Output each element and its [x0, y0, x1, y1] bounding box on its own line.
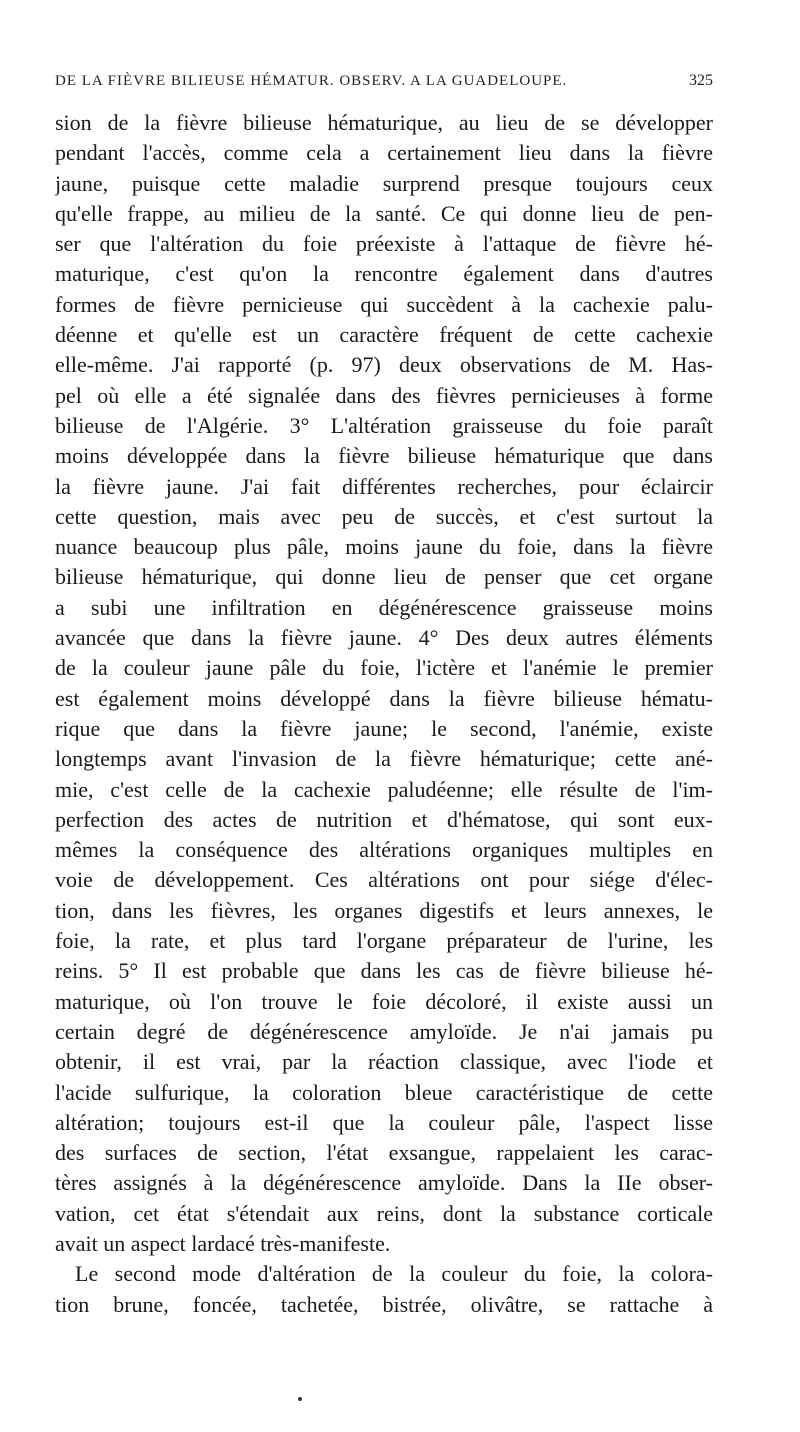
text-line: des surfaces de section, l'état exsangue, rappelaient les carac-: [55, 1140, 713, 1166]
text-line: obtenir, il est vrai, par la réaction classique, avec l'iode et: [55, 1049, 713, 1075]
text-line: mêmes la conséquence des altérations organiques multiples en: [55, 837, 713, 863]
text-line: vation, cet état s'étendait aux reins, dont la substance corticale: [55, 1200, 713, 1226]
text-line: longtemps avant l'invasion de la fièvre hématurique; cette ané-: [55, 746, 713, 772]
text-line: nuance beaucoup plus pâle, moins jaune du foie, dans la fièvre: [55, 534, 713, 560]
text-line: altération; toujours est-il que la couleur pâle, l'aspect lisse: [55, 1109, 713, 1135]
text-line: pel où elle a été signalée dans des fièvres pernicieuses à forme: [55, 382, 713, 408]
page-number: 325: [689, 72, 713, 89]
body-text: [55, 108, 713, 1320]
running-head-title: DE LA FIÈVRE BILIEUSE HÉMATUR. OBSERV. A LA GUADELOUPE.: [55, 73, 568, 89]
text-line: bilieuse de l'Algérie. 3° L'altération graisseuse du foie paraît: [55, 412, 713, 438]
text-line: perfection des actes de nutrition et d'hématose, qui sont eux-: [55, 806, 713, 832]
text-line: de la couleur jaune pâle du foie, l'ictère et l'anémie le premier: [55, 655, 713, 681]
text-line: maturique, c'est qu'on la rencontre également dans d'autres: [55, 261, 713, 287]
text-line: tion brune, foncée, tachetée, bistrée, olivâtre, se rattache à: [55, 1291, 713, 1317]
text-line: avancée que dans la fièvre jaune. 4° Des deux autres éléments: [55, 625, 713, 651]
text-line: voie de développement. Ces altérations ont pour siége d'élec-: [55, 867, 713, 893]
text-line: l'acide sulfurique, la coloration bleue caractéristique de cette: [55, 1079, 713, 1105]
text-line: certain degré de dégénérescence amyloïde. Je n'ai jamais pu: [55, 1018, 713, 1044]
text-line: rique que dans la fièvre jaune; le second, l'anémie, existe: [55, 715, 713, 741]
book-page: [55, 72, 713, 1320]
text-line: avait un aspect lardacé très-manifeste.: [55, 1230, 391, 1256]
text-line: a subi une infiltration en dégénérescence graisseuse moins: [55, 594, 713, 620]
text-line: Le second mode d'altération de la couleur du foie, la colora-: [75, 1261, 713, 1287]
text-line: tères assignés à la dégénérescence amyloïde. Dans la IIe obser-: [55, 1170, 713, 1196]
text-line: tion, dans les fièvres, les organes digestifs et leurs annexes, le: [55, 897, 713, 923]
text-line: foie, la rate, et plus tard l'organe préparateur de l'urine, les: [55, 928, 713, 954]
text-line: la fièvre jaune. J'ai fait différentes recherches, pour éclaircir: [55, 473, 713, 499]
text-line: bilieuse hématurique, qui donne lieu de penser que cet organe: [55, 564, 713, 590]
text-line: formes de fièvre pernicieuse qui succèdent à la cachexie palu-: [55, 291, 713, 317]
text-line: mie, c'est celle de la cachexie paludéenne; elle résulte de l'im-: [55, 776, 713, 802]
text-line: elle-même. J'ai rapporté (p. 97) deux observations de M. Has-: [55, 352, 713, 378]
text-line: qu'elle frappe, au milieu de la santé. Ce qui donne lieu de pen-: [55, 200, 713, 226]
text-line: est également moins développé dans la fièvre bilieuse hématu-: [55, 685, 713, 711]
running-header: [55, 72, 713, 102]
text-line: cette question, mais avec peu de succès, et c'est surtout la: [55, 503, 713, 529]
text-line: moins développée dans la fièvre bilieuse hématurique que dans: [55, 443, 713, 469]
text-line: maturique, où l'on trouve le foie décoloré, il existe aussi un: [55, 988, 713, 1014]
print-speck: [298, 1397, 302, 1401]
text-line: sion de la fièvre bilieuse hématurique, au lieu de se développer: [55, 110, 713, 135]
text-line: pendant l'accès, comme cela a certainement lieu dans la fièvre: [55, 140, 713, 166]
text-line: reins. 5° Il est probable que dans les cas de fièvre bilieuse hé-: [55, 958, 713, 984]
text-line: jaune, puisque cette maladie surprend presque toujours ceux: [55, 170, 713, 196]
text-line: déenne et qu'elle est un caractère fréquent de cette cachexie: [55, 322, 713, 348]
text-line: ser que l'altération du foie préexiste à l'attaque de fièvre hé-: [55, 231, 713, 257]
